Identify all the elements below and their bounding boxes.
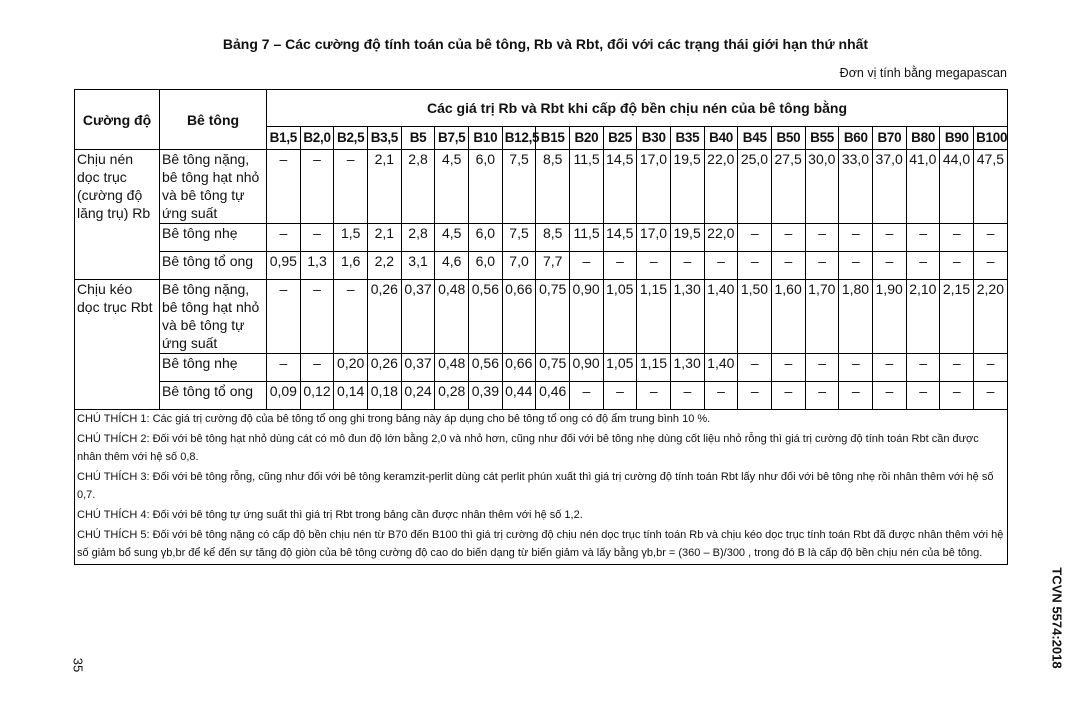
value-cell: 19,5 — [671, 224, 705, 252]
value-cell: – — [671, 252, 705, 280]
value-cell: – — [300, 224, 334, 252]
value-cell: 1,80 — [839, 280, 873, 354]
value-cell: 1,15 — [637, 354, 671, 382]
grade-header: B10 — [469, 127, 503, 150]
value-cell: 0,20 — [334, 354, 368, 382]
grade-header: B20 — [570, 127, 604, 150]
value-cell: 0,56 — [469, 354, 503, 382]
value-cell: 1,40 — [704, 280, 738, 354]
standard-code-text: TCVN 5574:2018 — [1049, 567, 1065, 669]
header-concrete: Bê tông — [160, 90, 267, 150]
value-cell: 0,26 — [368, 280, 402, 354]
page-number-text: 35 — [70, 657, 86, 673]
value-cell: 0,66 — [502, 354, 536, 382]
table-row — [75, 280, 1008, 354]
value-cell: 0,37 — [401, 354, 435, 382]
value-cell: 6,0 — [469, 150, 503, 224]
value-cell: 2,15 — [940, 280, 974, 354]
value-cell: – — [570, 382, 604, 410]
value-cell: 7,0 — [502, 252, 536, 280]
value-cell: 3,1 — [401, 252, 435, 280]
grade-header: B15 — [536, 127, 570, 150]
value-cell: 0,12 — [300, 382, 334, 410]
value-cell: – — [267, 354, 301, 382]
value-cell: 0,75 — [536, 354, 570, 382]
value-cell: 1,40 — [704, 354, 738, 382]
value-cell: 0,39 — [469, 382, 503, 410]
standard-code-label — [1050, 562, 1064, 674]
value-cell: 4,5 — [435, 224, 469, 252]
value-cell: 0,28 — [435, 382, 469, 410]
value-cell: 0,66 — [502, 280, 536, 354]
value-cell: 11,5 — [570, 150, 604, 224]
value-cell: 33,0 — [839, 150, 873, 224]
value-cell: – — [267, 280, 301, 354]
value-cell: – — [637, 382, 671, 410]
value-cell: – — [671, 382, 705, 410]
value-cell: – — [738, 224, 772, 252]
value-cell: – — [637, 252, 671, 280]
value-cell: – — [974, 252, 1008, 280]
note-item: CHÚ THÍCH 2: Đối với bê tông hạt nhỏ dùng cát có mô đun độ lớn bằng 2,0 và nhỏ hơn, cũng như đối với bê tông nhẹ dùng cốt liệu nhỏ rỗng thì giá trị cường độ tính toán Rbt cần được nhân thêm với hệ số 0,8. — [77, 433, 979, 463]
value-cell: – — [772, 382, 806, 410]
value-cell: – — [334, 150, 368, 224]
value-cell: – — [974, 382, 1008, 410]
header-grades-caption: Các giá trị Rb và Rbt khi cấp độ bền chịu nén của bê tông bằng — [267, 90, 1008, 127]
notes-list — [77, 410, 1005, 562]
value-cell: – — [267, 150, 301, 224]
value-cell: 22,0 — [704, 224, 738, 252]
table-row — [75, 354, 1008, 382]
value-cell: 1,50 — [738, 280, 772, 354]
value-cell: – — [974, 354, 1008, 382]
notes-cell — [75, 410, 1008, 565]
value-cell: – — [940, 382, 974, 410]
value-cell: 7,7 — [536, 252, 570, 280]
value-cell: – — [906, 382, 940, 410]
value-cell: 44,0 — [940, 150, 974, 224]
concrete-type-cell: Bê tông nặng, bê tông hạt nhỏ và bê tông tự ứng suất — [160, 280, 267, 354]
grade-header: B45 — [738, 127, 772, 150]
value-cell: 1,6 — [334, 252, 368, 280]
value-cell: 0,48 — [435, 354, 469, 382]
value-cell: 0,56 — [469, 280, 503, 354]
value-cell: 0,14 — [334, 382, 368, 410]
grade-header: B2,0 — [300, 127, 334, 150]
value-cell: 1,90 — [873, 280, 907, 354]
value-cell: – — [738, 382, 772, 410]
value-cell: 14,5 — [603, 150, 637, 224]
value-cell: 1,30 — [671, 354, 705, 382]
value-cell: 1,05 — [603, 280, 637, 354]
value-cell: 6,0 — [469, 252, 503, 280]
table-row — [75, 382, 1008, 410]
value-cell: – — [738, 252, 772, 280]
value-cell: 0,44 — [502, 382, 536, 410]
grade-header: B35 — [671, 127, 705, 150]
value-cell: 19,5 — [671, 150, 705, 224]
grade-header: B1,5 — [267, 127, 301, 150]
value-cell: – — [839, 382, 873, 410]
value-cell: 2,8 — [401, 150, 435, 224]
concrete-type-cell: Bê tông nhẹ — [160, 354, 267, 382]
note-item: CHÚ THÍCH 1: Các giá trị cường độ của bê tông tổ ong ghi trong bảng này áp dụng cho bê tông tổ ong có độ ẩm trung bình 10 %. — [77, 413, 711, 425]
value-cell: – — [873, 354, 907, 382]
note-item: CHÚ THÍCH 3: Đối với bê tông rỗng, cũng như đối với bê tông keramzit-perlit dùng cát perlit phún xuất thì giá trị cường độ tính toán Rbt lấy như đối với bê tông nhẹ rồi nhân thêm với hệ số 0,7. — [77, 471, 994, 501]
value-cell: 1,05 — [603, 354, 637, 382]
value-cell: 25,0 — [738, 150, 772, 224]
grade-header: B55 — [805, 127, 839, 150]
concrete-type-cell: Bê tông nhẹ — [160, 224, 267, 252]
value-cell: 47,5 — [974, 150, 1008, 224]
value-cell: – — [906, 354, 940, 382]
value-cell: 0,95 — [267, 252, 301, 280]
value-cell: – — [570, 252, 604, 280]
grade-header: B100 — [974, 127, 1008, 150]
grade-header: B25 — [603, 127, 637, 150]
value-cell: – — [772, 224, 806, 252]
grade-header: B50 — [772, 127, 806, 150]
value-cell: 2,10 — [906, 280, 940, 354]
value-cell: 0,90 — [570, 280, 604, 354]
value-cell: – — [940, 252, 974, 280]
concrete-type-cell: Bê tông nặng, bê tông hạt nhỏ và bê tông tự ứng suất — [160, 150, 267, 224]
value-cell: 1,15 — [637, 280, 671, 354]
value-cell: – — [603, 252, 637, 280]
page-number — [70, 653, 86, 677]
value-cell: – — [300, 354, 334, 382]
grade-header: B5 — [401, 127, 435, 150]
value-cell: 1,30 — [671, 280, 705, 354]
value-cell: 22,0 — [704, 150, 738, 224]
value-cell: 1,5 — [334, 224, 368, 252]
grade-header: B12,5 — [502, 127, 536, 150]
value-cell: – — [805, 252, 839, 280]
table-body — [75, 150, 1008, 410]
value-cell: – — [906, 224, 940, 252]
value-cell: – — [738, 354, 772, 382]
value-cell: 37,0 — [873, 150, 907, 224]
table-title: Bảng 7 – Các cường độ tính toán của bê tông, Rb và Rbt, đối với các trạng thái giới hạn thứ nhất — [222, 36, 869, 52]
value-cell: – — [839, 354, 873, 382]
value-cell: 1,70 — [805, 280, 839, 354]
value-cell: – — [940, 224, 974, 252]
value-cell: 2,1 — [368, 224, 402, 252]
value-cell: – — [603, 382, 637, 410]
note-item: CHÚ THÍCH 4: Đối với bê tông tự ứng suất thì giá trị Rbt trong bảng cần được nhân thêm với hệ số 1,2. — [77, 509, 583, 521]
strength-type-cell: Chịu kéo dọc trục Rbt — [75, 280, 160, 410]
grade-header: B7,5 — [435, 127, 469, 150]
value-cell: 0,37 — [401, 280, 435, 354]
value-cell: – — [873, 224, 907, 252]
value-cell: 1,60 — [772, 280, 806, 354]
table-row — [75, 150, 1008, 224]
grade-header: B90 — [940, 127, 974, 150]
value-cell: 17,0 — [637, 150, 671, 224]
value-cell: 0,24 — [401, 382, 435, 410]
value-cell: – — [704, 252, 738, 280]
value-cell: – — [300, 280, 334, 354]
header-strength: Cường độ — [75, 90, 160, 150]
value-cell: 2,1 — [368, 150, 402, 224]
value-cell: 8,5 — [536, 150, 570, 224]
strength-type-cell: Chịu nén dọc trục (cường độ lăng trụ) Rb — [75, 150, 160, 280]
value-cell: – — [334, 280, 368, 354]
table-row — [75, 252, 1008, 280]
note-item: CHÚ THÍCH 5: Đối với bê tông nặng có cấp độ bền chịu nén từ B70 đến B100 thì giá trị cường độ chịu nén dọc trục tính toán Rb và chịu kéo dọc trục tính toán Rbt đã được nhân thêm với hệ số giảm bổ sung γb,br để kể đến sự tăng độ giòn của bê tông cường độ cao do biến dạng từ biến giảm và lấy bằng γb,br = (360 – B)/300 , trong đó B là cấp độ bền chịu nén của bê tông. — [77, 529, 1004, 559]
value-cell: 0,90 — [570, 354, 604, 382]
value-cell: – — [267, 224, 301, 252]
value-cell: – — [805, 382, 839, 410]
grade-header: B2,5 — [334, 127, 368, 150]
value-cell: – — [805, 224, 839, 252]
grade-header: B30 — [637, 127, 671, 150]
value-cell: 0,48 — [435, 280, 469, 354]
value-cell: – — [704, 382, 738, 410]
value-cell: 17,0 — [637, 224, 671, 252]
value-cell: 0,18 — [368, 382, 402, 410]
table-row — [75, 224, 1008, 252]
value-cell: – — [839, 252, 873, 280]
value-cell: 2,20 — [974, 280, 1008, 354]
grade-header: B40 — [704, 127, 738, 150]
value-cell: 6,0 — [469, 224, 503, 252]
value-cell: 7,5 — [502, 224, 536, 252]
value-cell: 1,3 — [300, 252, 334, 280]
value-cell: – — [906, 252, 940, 280]
value-cell: – — [873, 382, 907, 410]
value-cell: – — [805, 354, 839, 382]
value-cell: 11,5 — [570, 224, 604, 252]
value-cell: 2,8 — [401, 224, 435, 252]
concrete-type-cell: Bê tông tổ ong — [160, 252, 267, 280]
value-cell: 4,6 — [435, 252, 469, 280]
value-cell: 0,26 — [368, 354, 402, 382]
grade-header: B80 — [906, 127, 940, 150]
value-cell: 0,75 — [536, 280, 570, 354]
value-cell: 27,5 — [772, 150, 806, 224]
value-cell: – — [300, 150, 334, 224]
value-cell: 4,5 — [435, 150, 469, 224]
value-cell: 8,5 — [536, 224, 570, 252]
grade-header: B3,5 — [368, 127, 402, 150]
value-cell: 0,46 — [536, 382, 570, 410]
value-cell: 2,2 — [368, 252, 402, 280]
value-cell: 14,5 — [603, 224, 637, 252]
value-cell: – — [940, 354, 974, 382]
value-cell: 7,5 — [502, 150, 536, 224]
value-cell: – — [772, 354, 806, 382]
value-cell: – — [839, 224, 873, 252]
value-cell: 30,0 — [805, 150, 839, 224]
unit-label: Đơn vị tính bằng megapascan — [839, 66, 1007, 80]
strength-table — [74, 89, 1008, 565]
value-cell: – — [873, 252, 907, 280]
value-cell: 0,09 — [267, 382, 301, 410]
value-cell: – — [974, 224, 1008, 252]
grade-header: B70 — [873, 127, 907, 150]
value-cell: – — [772, 252, 806, 280]
concrete-type-cell: Bê tông tổ ong — [160, 382, 267, 410]
value-cell: 41,0 — [906, 150, 940, 224]
grade-header: B60 — [839, 127, 873, 150]
